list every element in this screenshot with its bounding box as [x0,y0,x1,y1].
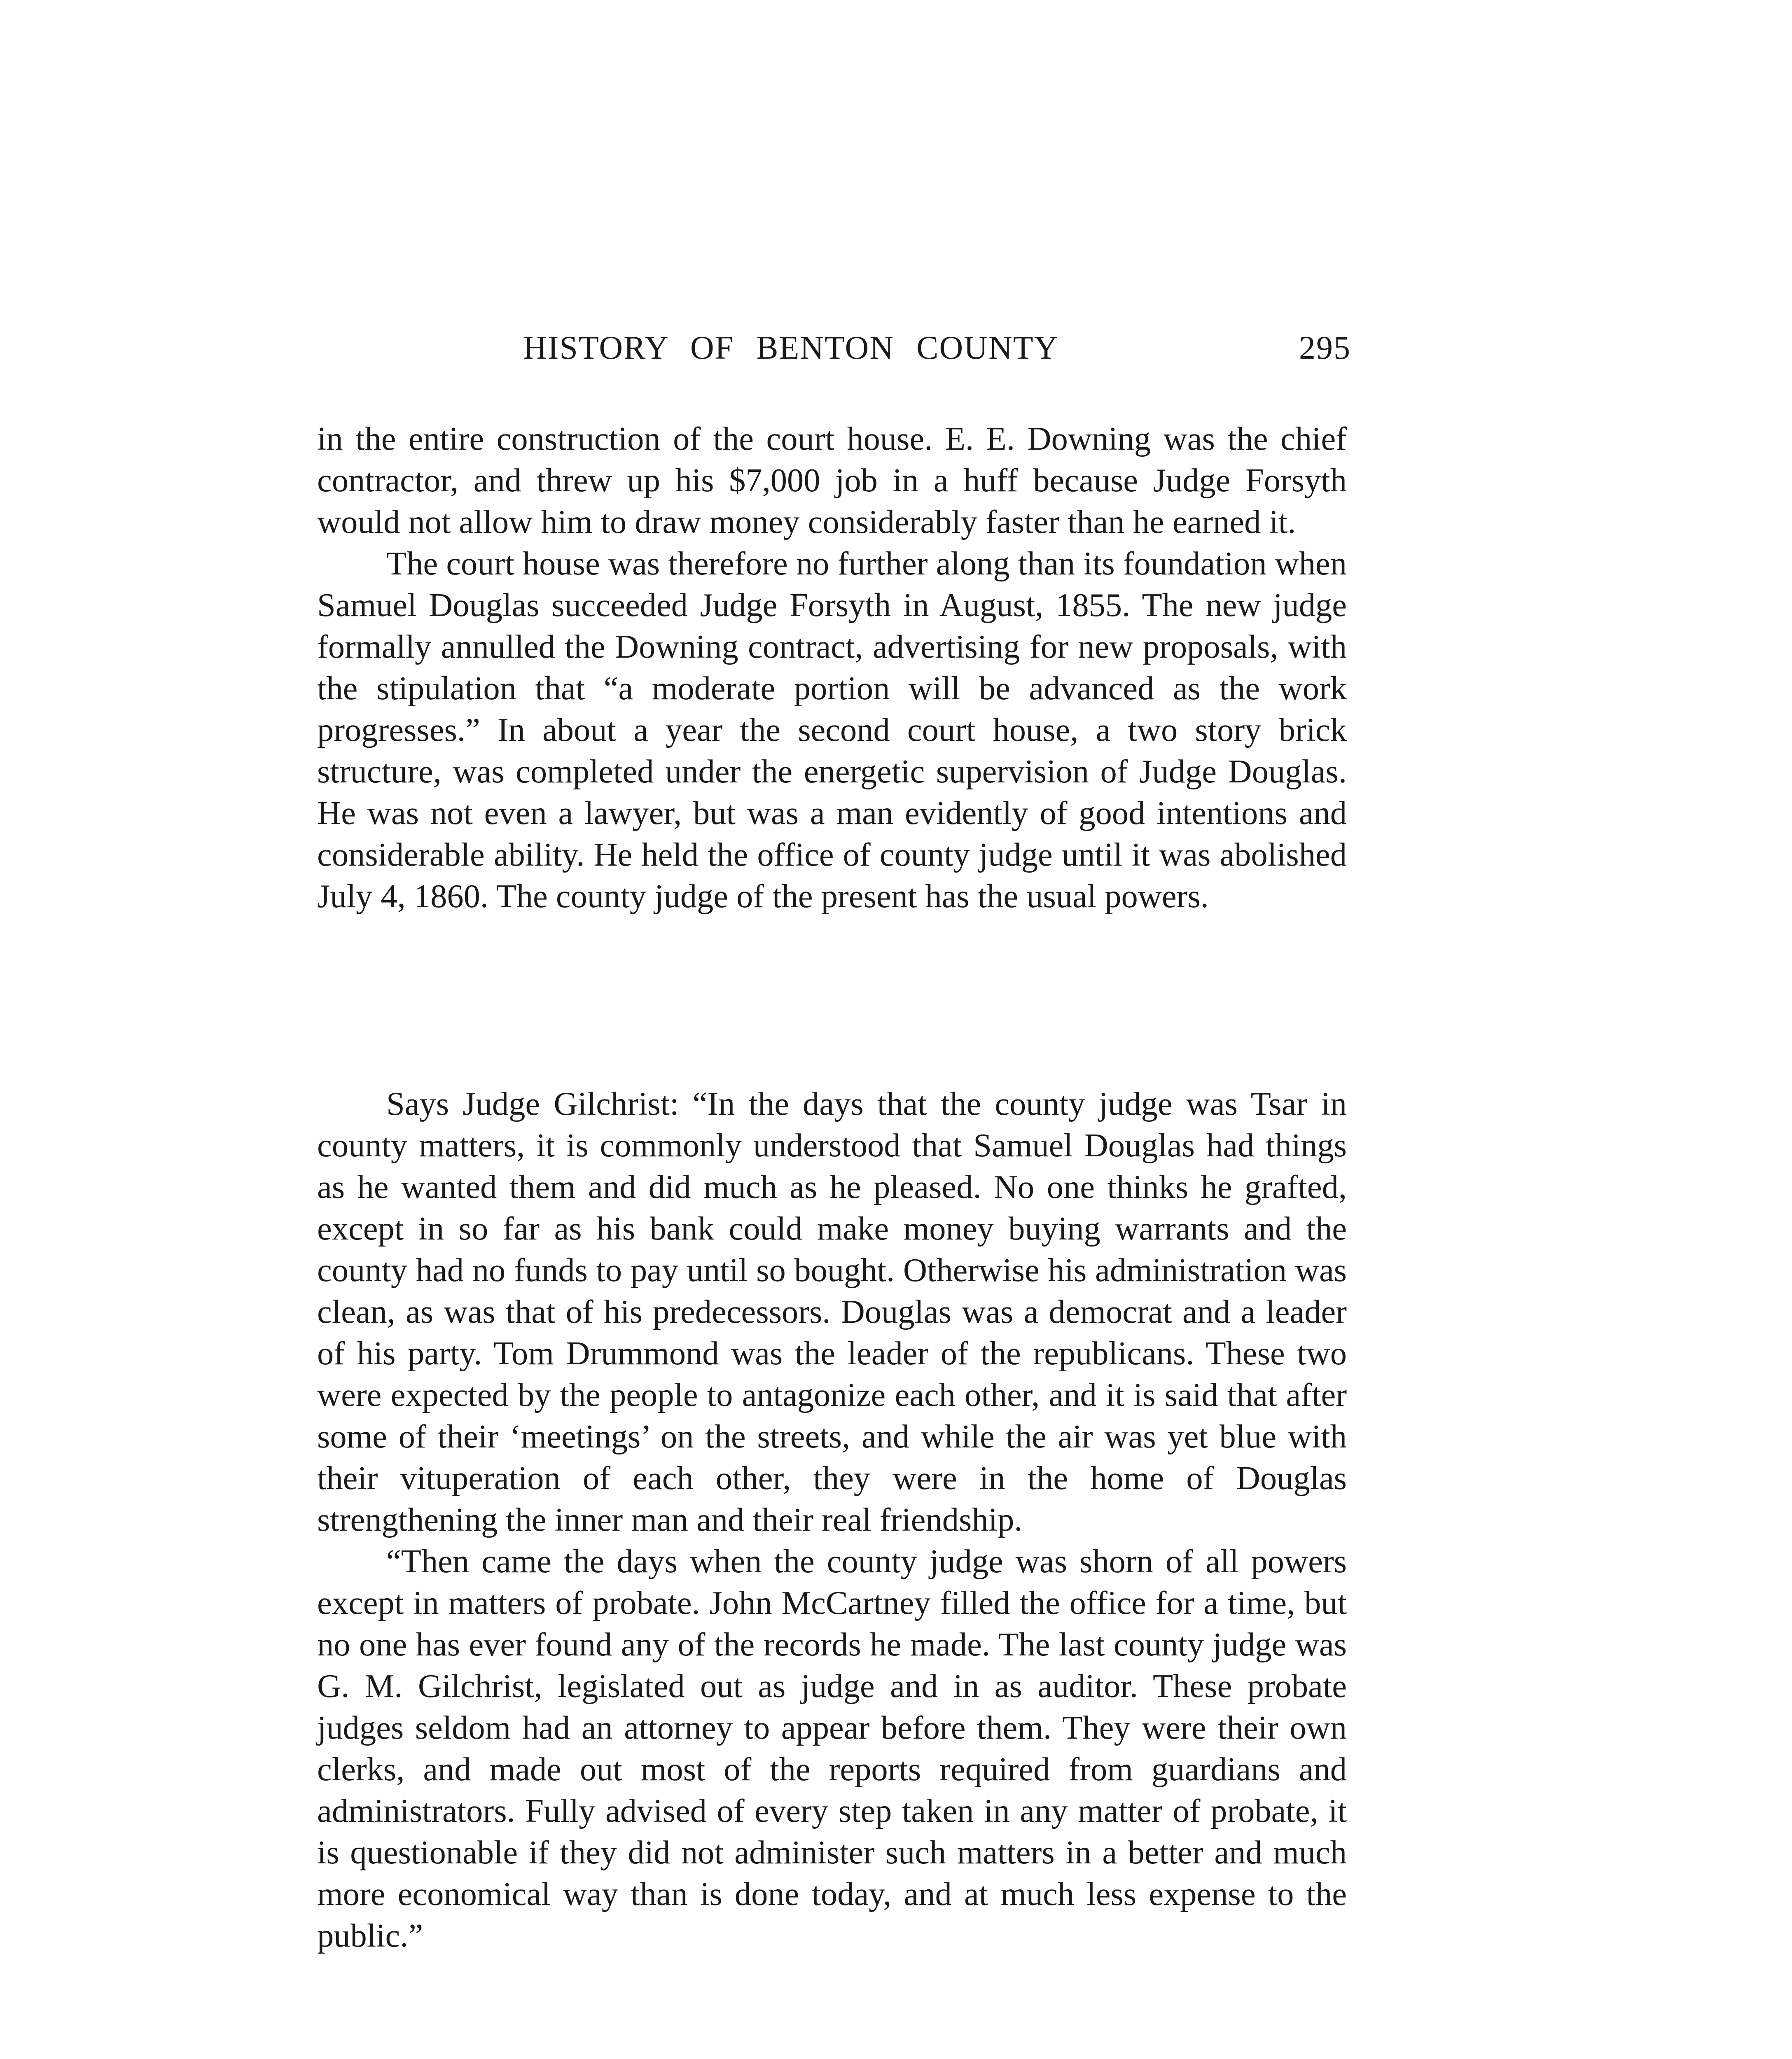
text-block-top [317,418,1347,917]
paragraph-probate: “Then came the days when the county judge was shorn of all powers except in matters of probate. John McCartney filled the office for a time, but no one has ever found any of the records he made. The last county judge was G. M. Gilchrist, legislated out as judge and in as auditor. These probate judges seldom had an attorney to appear before them. They were their own clerks, and made out most of the reports required from guardians and administrators. Fully advised of every step taken in any matter of probate, it is questionable if they did not administer such matters in a better and much more economical way than is done today, and at much less expense to the public.” [317,1543,1347,1954]
running-title: HISTORY OF BENTON COUNTY [523,330,1059,366]
running-header [523,329,1351,375]
page-number: 295 [1299,330,1351,366]
paragraph-continuation: in the entire construction of the court house. E. E. Downing was the chief contractor, and threw up his $7,000 job in a huff because Judge Forsyth would not allow him to draw money considerably faster than he earned it. [317,420,1347,540]
text-block-bottom [317,1083,1347,1956]
paragraph-gilchrist-quote: Says Judge Gilchrist: “In the days that the county judge was Tsar in county matters, it is commonly understood that Samuel Douglas had things as he wanted them and did much as he pleased. No one thinks he grafted, except in so far as his bank could make money buying warrants and the county had no funds to pay until so bought. Otherwise his administration was clean, as was that of his predecessors. Douglas was a democrat and a leader of his party. Tom Drummond was the leader of the republicans. These two were expected by the people to antagonize each other, and it is said that after some of their ‘meetings’ on the streets, and while the air was yet blue with their vituperation of each other, they were in the home of Douglas strengthening the inner man and their real friendship. [317,1086,1347,1538]
paragraph-court-house: The court house was therefore no further along than its foundation when Samuel Douglas succeeded Judge Forsyth in August, 1855. The new judge formally annulled the Downing contract, advertising for new proposals, with the stipulation that “a moderate portion will be advanced as the work progresses.” In about a year the second court house, a two story brick structure, was completed under the energetic supervision of Judge Douglas. He was not even a lawyer, but was a man evidently of good intentions and considerable ability. He held the office of county judge until it was abolished July 4, 1860. The county judge of the present has the usual powers. [317,545,1347,915]
